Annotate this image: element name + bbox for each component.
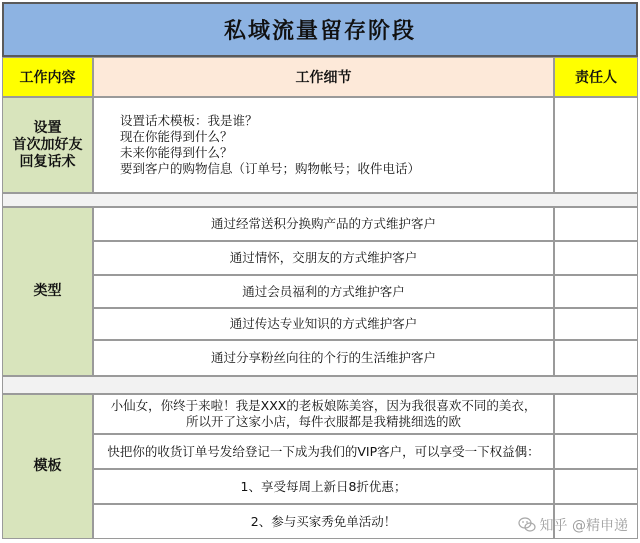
setup-detail-cell[interactable] bbox=[93, 97, 554, 193]
types-row[interactable]: 通过经常送积分换购产品的方式维护客户 bbox=[93, 207, 554, 241]
header-responsible[interactable]: 责任人 bbox=[554, 57, 638, 97]
setup-detail-line: 要到客户的购物信息（订单号；购物帐号；收件电话） bbox=[120, 161, 421, 176]
types-responsible-cell[interactable] bbox=[554, 207, 638, 241]
template-row[interactable]: 2、参与买家秀免单活动！ bbox=[93, 504, 554, 539]
setup-detail-line: 设置话术模板：我是谁？ bbox=[120, 113, 258, 128]
wechat-icon bbox=[518, 517, 536, 533]
watermark bbox=[518, 515, 628, 535]
types-row[interactable]: 通过传达专业知识的方式维护客户 bbox=[93, 308, 554, 340]
types-row[interactable]: 通过会员福利的方式维护客户 bbox=[93, 275, 554, 308]
template-row[interactable]: 快把你的收货订单号发给登记一下成为我们的VIP客户，可以享受一下权益偶： bbox=[93, 434, 554, 469]
setup-label[interactable] bbox=[2, 97, 93, 193]
setup-detail-line: 未来你能得到什么？ bbox=[120, 145, 233, 160]
setup-label-line: 回复话术 bbox=[19, 153, 76, 170]
types-label[interactable]: 类型 bbox=[2, 207, 93, 376]
types-responsible-cell[interactable] bbox=[554, 241, 638, 275]
separator-row bbox=[2, 193, 638, 207]
setup-responsible-cell[interactable] bbox=[554, 97, 638, 193]
types-responsible-cell[interactable] bbox=[554, 340, 638, 376]
setup-label-line: 首次加好友 bbox=[12, 136, 83, 153]
template-row[interactable]: 小仙女，你终于来啦！我是XXX的老板娘陈美容，因为我很喜欢不同的美衣，所以开了这家小店，每件衣服都是我精挑细选的欧 bbox=[93, 394, 554, 434]
setup-label-line: 设置 bbox=[33, 119, 62, 136]
watermark-text: 知乎 @精申递 bbox=[539, 518, 628, 534]
header-work-content[interactable]: 工作内容 bbox=[2, 57, 93, 97]
types-row[interactable]: 通过情怀，交朋友的方式维护客户 bbox=[93, 241, 554, 275]
template-responsible-cell[interactable] bbox=[554, 469, 638, 504]
template-row[interactable]: 1、享受每周上新日8折优惠； bbox=[93, 469, 554, 504]
template-label[interactable]: 模板 bbox=[2, 394, 93, 539]
types-responsible-cell[interactable] bbox=[554, 275, 638, 308]
types-row[interactable]: 通过分享粉丝向往的个行的生活维护客户 bbox=[93, 340, 554, 376]
header-work-detail[interactable]: 工作细节 bbox=[93, 57, 554, 97]
page-title: 私域流量留存阶段 bbox=[2, 2, 638, 57]
types-responsible-cell[interactable] bbox=[554, 308, 638, 340]
setup-detail-line: 现在你能得到什么？ bbox=[120, 129, 233, 144]
template-responsible-cell[interactable] bbox=[554, 394, 638, 434]
template-responsible-cell[interactable] bbox=[554, 434, 638, 469]
separator-row bbox=[2, 376, 638, 394]
